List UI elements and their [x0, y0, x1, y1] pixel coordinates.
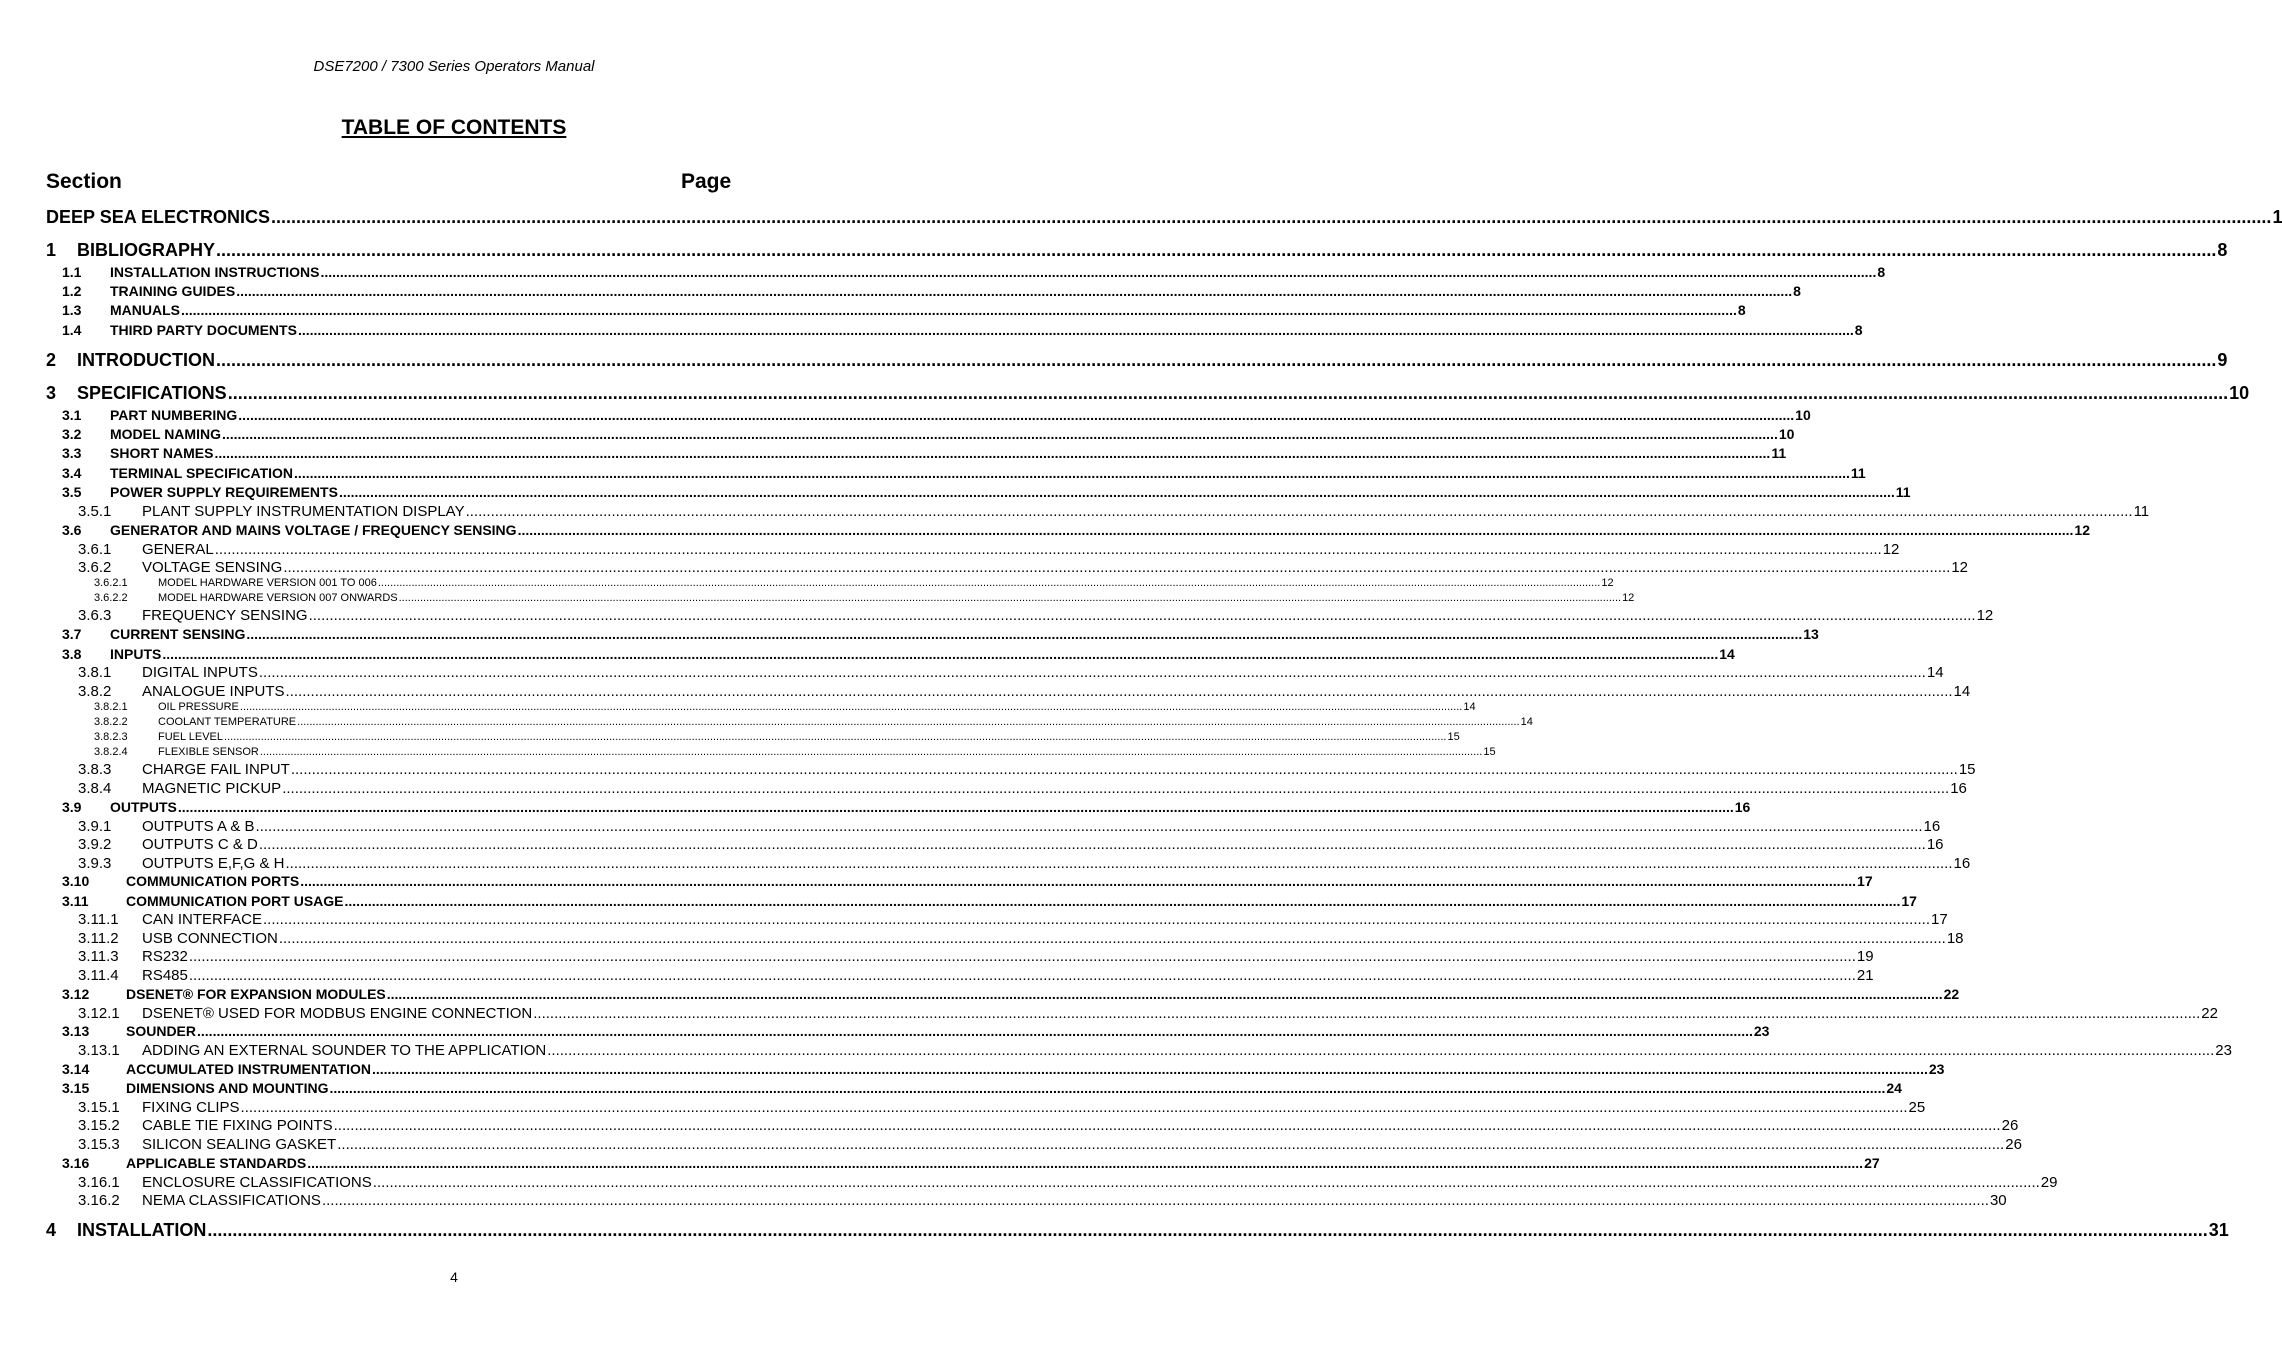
- toc-entry[interactable]: [78, 683, 1971, 700]
- toc-entry-page: 23: [1753, 1023, 1770, 1039]
- toc-entry[interactable]: [94, 731, 1460, 743]
- toc-entry[interactable]: [78, 1117, 2019, 1134]
- toc-entry-page: 11: [1771, 445, 1787, 461]
- toc-entry-number: 3.14: [62, 1061, 90, 1077]
- toc-entry[interactable]: [62, 322, 1863, 338]
- toc-entry[interactable]: [78, 836, 1944, 853]
- toc-entry-page: 16: [1923, 818, 1941, 835]
- toc-entry-page: 21: [1856, 967, 1874, 984]
- toc-entry-title: BIBLIOGRAPHY: [77, 240, 216, 260]
- toc-entry-number: 3.2: [62, 426, 82, 442]
- toc-entry-number: 3.6.1: [78, 541, 112, 558]
- toc-entry[interactable]: [62, 1061, 1945, 1077]
- toc-leader-dots: ................................................................................................................................................................................................................................................................................................................................................................................................................: [517, 522, 2074, 538]
- toc-leader-dots: ................................................................................................................................................................................................................................................................................................................................................................................................................: [283, 559, 1951, 576]
- toc-entry-page: 8: [2217, 240, 2228, 260]
- toc-entry-page: 14: [1719, 646, 1735, 662]
- running-header: DSE7200 / 7300 Series Operators Manual: [313, 58, 595, 75]
- toc-entry-title: COMMUNICATION PORT USAGE: [126, 893, 344, 909]
- toc-entry-number: 2: [46, 350, 57, 370]
- toc-entry-title: FREQUENCY SENSING: [142, 607, 308, 624]
- toc-entry-number: 3.9.2: [78, 836, 112, 853]
- toc-entry[interactable]: [62, 522, 2090, 538]
- toc-leader-dots: ................................................................................................................................................................................................................................................................................................................................................................................................................: [308, 607, 1976, 624]
- toc-entry-title: SOUNDER: [126, 1023, 197, 1039]
- toc-entry-title: DSENET® FOR EXPANSION MODULES: [126, 986, 386, 1002]
- toc-entry-number: 3.12: [62, 986, 90, 1002]
- toc-entry-number: 1: [46, 240, 57, 260]
- toc-entry-page: 17: [1857, 873, 1873, 889]
- toc-entry-title: DSENET® USED FOR MODBUS ENGINE CONNECTION: [142, 1005, 533, 1022]
- toc-entry-page: 17: [1931, 911, 1948, 928]
- toc-entry-page: 12: [1601, 577, 1614, 589]
- toc-entry-page: 10: [1795, 407, 1811, 423]
- toc-entry[interactable]: [78, 1174, 2058, 1191]
- toc-entry-number: 3.8.2.3: [94, 731, 128, 743]
- toc-entry-page: 16: [1926, 836, 1944, 853]
- toc-entry[interactable]: [94, 701, 1476, 713]
- toc-entry-number: 3.8.2.4: [94, 746, 128, 758]
- toc-entry[interactable]: [78, 559, 1968, 576]
- toc-entry[interactable]: [62, 407, 1811, 423]
- toc-entry-number: 3.11.4: [78, 967, 119, 984]
- toc-entry-title: OUTPUTS: [110, 799, 177, 815]
- toc-entry[interactable]: [94, 716, 1533, 728]
- toc-entry-title: MANUALS: [110, 302, 180, 318]
- toc-entry-title: CURRENT SENSING: [110, 626, 246, 642]
- toc-entry-page: 15: [1483, 746, 1496, 758]
- toc-leader-dots: ................................................................................................................................................................................................................................................................................................................................................................................................................: [320, 264, 1877, 280]
- toc-leader-dots: ................................................................................................................................................................................................................................................................................................................................................................................................................: [398, 592, 1622, 604]
- toc-entry-number: 3.1: [62, 407, 82, 423]
- toc-leader-dots: ................................................................................................................................................................................................................................................................................................................................................................................................................: [282, 780, 1950, 797]
- toc-leader-dots: ................................................................................................................................................................................................................................................................................................................................................................................................................: [307, 1155, 1864, 1171]
- toc-entry-number: 3.8.2.2: [94, 716, 128, 728]
- toc-entry[interactable]: [78, 761, 1976, 778]
- toc-entry-title: MODEL HARDWARE VERSION 007 ONWARDS: [158, 592, 398, 604]
- toc-entry[interactable]: [78, 1192, 2007, 1209]
- toc-leader-dots: ................................................................................................................................................................................................................................................................................................................................................................................................................: [227, 383, 2229, 403]
- toc-entry-page: 8: [1793, 283, 1801, 299]
- toc-leader-dots: ................................................................................................................................................................................................................................................................................................................................................................................................................: [259, 746, 1483, 758]
- toc-leader-dots: ................................................................................................................................................................................................................................................................................................................................................................................................................: [297, 716, 1520, 728]
- toc-leader-dots: ................................................................................................................................................................................................................................................................................................................................................................................................................: [214, 541, 1882, 558]
- toc-entry-number: 3.7: [62, 626, 82, 642]
- page-column-header: Page: [681, 170, 732, 193]
- toc-entry[interactable]: [46, 1220, 2229, 1241]
- toc-leader-dots: ................................................................................................................................................................................................................................................................................................................................................................................................................: [188, 967, 1856, 984]
- toc-entry-page: 17: [1901, 893, 1917, 909]
- toc-entry[interactable]: [62, 646, 1735, 662]
- toc-leader-dots: ................................................................................................................................................................................................................................................................................................................................................................................................................: [333, 1117, 2001, 1134]
- toc-entry[interactable]: [78, 818, 1941, 835]
- toc-entry[interactable]: [94, 592, 1635, 604]
- toc-entry-page: 12: [1882, 541, 1900, 558]
- toc-entry-title: RS232: [142, 948, 188, 965]
- toc-entry[interactable]: [62, 283, 1801, 299]
- toc-entry-number: 3: [46, 383, 57, 403]
- toc-entry-number: 3.6.3: [78, 607, 112, 624]
- toc-entry[interactable]: [78, 607, 1994, 624]
- toc-entry-number: 3.11: [62, 893, 89, 909]
- toc-entry-page: 8: [1877, 264, 1886, 280]
- toc-entry-title: FUEL LEVEL: [158, 731, 224, 743]
- toc-entry-page: 16: [1953, 855, 1971, 872]
- toc-entry-number: 3.12.1: [78, 1005, 120, 1022]
- toc-entry-title: COOLANT TEMPERATURE: [158, 716, 297, 728]
- toc-entry-title: MAGNETIC PICKUP: [142, 780, 282, 797]
- toc-entry-page: 8: [1737, 302, 1746, 318]
- toc-entry-number: 3.6.2.1: [94, 577, 128, 589]
- toc-entry-title: OIL PRESSURE: [158, 701, 239, 713]
- toc-entry[interactable]: [62, 893, 1917, 909]
- toc-entry-number: 3.11.1: [78, 911, 119, 928]
- toc-leader-dots: ................................................................................................................................................................................................................................................................................................................................................................................................................: [238, 407, 1795, 423]
- toc-entry-title: ENCLOSURE CLASSIFICATIONS: [142, 1174, 372, 1191]
- toc-entry[interactable]: [62, 484, 1911, 500]
- toc-leader-dots: ................................................................................................................................................................................................................................................................................................................................................................................................................: [285, 683, 1953, 700]
- toc-entry-page: 31: [2208, 1220, 2229, 1240]
- toc-leader-dots: ................................................................................................................................................................................................................................................................................................................................................................................................................: [258, 664, 1926, 681]
- toc-entry-page: 14: [1463, 701, 1476, 713]
- toc-entry-number: 1.4: [62, 322, 82, 338]
- toc-entry[interactable]: [62, 465, 1866, 481]
- toc-entry[interactable]: [78, 664, 1944, 681]
- toc-leader-dots: ................................................................................................................................................................................................................................................................................................................................................................................................................: [321, 1192, 1989, 1209]
- toc-leader-dots: ................................................................................................................................................................................................................................................................................................................................................................................................................: [533, 1005, 2201, 1022]
- toc-entry-title: SPECIFICATIONS: [77, 383, 227, 403]
- toc-entry[interactable]: [62, 426, 1795, 442]
- toc-entry-page: 25: [1908, 1099, 1926, 1116]
- toc-entry-title: GENERAL: [142, 541, 214, 558]
- toc-entry[interactable]: [94, 577, 1614, 589]
- toc-leader-dots: ................................................................................................................................................................................................................................................................................................................................................................................................................: [271, 207, 2272, 227]
- toc-entry-number: 3.13: [62, 1023, 90, 1039]
- toc-entry[interactable]: [62, 264, 1886, 280]
- toc-entry-page: 13: [1803, 626, 1819, 642]
- toc-entry-title: OUTPUTS E,F,G & H: [142, 855, 285, 872]
- toc-entry-number: 3.8.2: [78, 683, 112, 700]
- toc-entry[interactable]: [62, 799, 1751, 815]
- toc-entry[interactable]: [78, 855, 1971, 872]
- toc-entry[interactable]: [62, 1155, 1880, 1171]
- toc-leader-dots: ................................................................................................................................................................................................................................................................................................................................................................................................................: [221, 426, 1778, 442]
- toc-entry-page: 29: [2040, 1174, 2058, 1191]
- toc-entry-page: 15: [1447, 731, 1460, 743]
- toc-entry-page: 11: [1895, 484, 1911, 500]
- toc-leader-dots: ................................................................................................................................................................................................................................................................................................................................................................................................................: [329, 1080, 1886, 1096]
- toc-entry-page: 14: [1926, 664, 1944, 681]
- toc-entry-page: 27: [1864, 1155, 1880, 1171]
- toc-entry-page: 14: [1520, 716, 1533, 728]
- toc-leader-dots: ................................................................................................................................................................................................................................................................................................................................................................................................................: [297, 322, 1854, 338]
- toc-leader-dots: ................................................................................................................................................................................................................................................................................................................................................................................................................: [216, 350, 2217, 370]
- toc-leader-dots: ................................................................................................................................................................................................................................................................................................................................................................................................................: [377, 577, 1601, 589]
- toc-entry-number: 3.9: [62, 799, 82, 815]
- toc-entry[interactable]: [78, 1099, 1926, 1116]
- toc-entry-title: GENERATOR AND MAINS VOLTAGE / FREQUENCY SENSING: [110, 522, 517, 538]
- toc-entry-page: 24: [1886, 1080, 1902, 1096]
- toc-leader-dots: ................................................................................................................................................................................................................................................................................................................................................................................................................: [197, 1023, 1753, 1039]
- toc-entry-number: 3.5: [62, 484, 82, 500]
- toc-leader-dots: ................................................................................................................................................................................................................................................................................................................................................................................................................: [240, 1099, 1908, 1116]
- toc-entry-title: OUTPUTS A & B: [142, 818, 255, 835]
- toc-entry-number: 3.8.2.1: [94, 701, 128, 713]
- toc-entry-title: MODEL NAMING: [110, 426, 221, 442]
- toc-leader-dots: ................................................................................................................................................................................................................................................................................................................................................................................................................: [207, 1220, 2208, 1240]
- toc-leader-dots: ................................................................................................................................................................................................................................................................................................................................................................................................................: [239, 701, 1463, 713]
- toc-leader-dots: ................................................................................................................................................................................................................................................................................................................................................................................................................: [337, 1136, 2005, 1153]
- toc-entry-number: 3.6: [62, 522, 82, 538]
- toc-entry-number: 3.15: [62, 1080, 90, 1096]
- toc-entry-number: 3.6.2: [78, 559, 112, 576]
- toc-entry[interactable]: [78, 780, 1967, 797]
- page-title: TABLE OF CONTENTS: [341, 116, 567, 139]
- toc-entry-title: DIGITAL INPUTS: [142, 664, 258, 681]
- toc-entry-title: ACCUMULATED INSTRUMENTATION: [126, 1061, 371, 1077]
- toc-entry[interactable]: [46, 383, 2250, 404]
- toc-entry-page: 10: [2229, 383, 2250, 403]
- toc-entry-title: ADDING AN EXTERNAL SOUNDER TO THE APPLICATION: [142, 1042, 547, 1059]
- page-number: 4: [450, 1269, 458, 1285]
- toc-entry[interactable]: [46, 207, 2282, 228]
- toc-entry[interactable]: [62, 873, 1873, 889]
- toc-entry-title: FLEXIBLE SENSOR: [158, 746, 259, 758]
- toc-entry[interactable]: [78, 1136, 2022, 1153]
- toc-leader-dots: ................................................................................................................................................................................................................................................................................................................................................................................................................: [300, 873, 1857, 889]
- toc-entry-number: 3.16.1: [78, 1174, 120, 1191]
- toc-entry-page: 12: [1622, 592, 1635, 604]
- toc-entry-title: ANALOGUE INPUTS: [142, 683, 285, 700]
- toc-entry-title: DEEP SEA ELECTRONICS: [46, 207, 271, 227]
- toc-entry-page: 12: [2074, 522, 2090, 538]
- toc-leader-dots: ................................................................................................................................................................................................................................................................................................................................................................................................................: [188, 948, 1856, 965]
- toc-entry[interactable]: [78, 1005, 2218, 1022]
- toc-entry-title: POWER SUPPLY REQUIREMENTS: [110, 484, 338, 500]
- toc-leader-dots: ................................................................................................................................................................................................................................................................................................................................................................................................................: [224, 731, 1447, 743]
- toc-leader-dots: ................................................................................................................................................................................................................................................................................................................................................................................................................: [162, 646, 1719, 662]
- toc-entry-number: 3.10: [62, 873, 90, 889]
- toc-entry-page: 10: [1778, 426, 1795, 442]
- toc-entry[interactable]: [62, 1023, 1770, 1039]
- toc-entry[interactable]: [78, 541, 1900, 558]
- toc-entry-title: DIMENSIONS AND MOUNTING: [126, 1080, 329, 1096]
- toc-leader-dots: ................................................................................................................................................................................................................................................................................................................................................................................................................: [285, 855, 1953, 872]
- toc-entry-page: 26: [2005, 1136, 2022, 1153]
- toc-entry-title: INSTALLATION: [77, 1220, 207, 1240]
- toc-leader-dots: ................................................................................................................................................................................................................................................................................................................................................................................................................: [371, 1061, 1928, 1077]
- toc-entry[interactable]: [46, 350, 2228, 371]
- toc-entry[interactable]: [62, 986, 1960, 1002]
- toc-entry-number: 3.8: [62, 646, 82, 662]
- toc-entry-title: PLANT SUPPLY INSTRUMENTATION DISPLAY: [142, 503, 465, 520]
- toc-entry-page: 22: [2201, 1005, 2218, 1022]
- toc-entry-page: 9: [2217, 350, 2228, 370]
- toc-entry-title: THIRD PARTY DOCUMENTS: [110, 322, 297, 338]
- toc-entry-number: 3.15.2: [78, 1117, 120, 1134]
- toc-entry-title: COMMUNICATION PORTS: [126, 873, 300, 889]
- toc-entry-number: 3.8.3: [78, 761, 112, 778]
- toc-entry-number: 3.8.1: [78, 664, 112, 681]
- toc-entry-number: 3.3: [62, 445, 82, 461]
- toc-leader-dots: ................................................................................................................................................................................................................................................................................................................................................................................................................: [258, 836, 1926, 853]
- toc-entry-title: INPUTS: [110, 646, 162, 662]
- toc-leader-dots: ................................................................................................................................................................................................................................................................................................................................................................................................................: [465, 503, 2133, 520]
- toc-entry-page: 14: [1953, 683, 1971, 700]
- toc-entry-title: SILICON SEALING GASKET: [142, 1136, 337, 1153]
- toc-leader-dots: ................................................................................................................................................................................................................................................................................................................................................................................................................: [547, 1042, 2215, 1059]
- toc-entry-number: 3.5.1: [78, 503, 112, 520]
- toc-entry-title: MODEL HARDWARE VERSION 001 TO 006: [158, 577, 377, 589]
- toc-entry-number: 1.1: [62, 264, 82, 280]
- toc-entry-number: 3.4: [62, 465, 82, 481]
- toc-entry-page: 16: [1950, 780, 1967, 797]
- toc-entry-page: 18: [1946, 930, 1964, 947]
- toc-leader-dots: ................................................................................................................................................................................................................................................................................................................................................................................................................: [236, 283, 1793, 299]
- toc-entry-number: 1.2: [62, 283, 82, 299]
- toc-leader-dots: ................................................................................................................................................................................................................................................................................................................................................................................................................: [278, 930, 1946, 947]
- toc-entry-number: 3.15.1: [78, 1099, 120, 1116]
- toc-entry-page: 15: [1958, 761, 1976, 778]
- toc-entry-number: 3.6.2.2: [94, 592, 128, 604]
- toc-entry[interactable]: [62, 445, 1787, 461]
- toc-entry-title: INTRODUCTION: [77, 350, 215, 370]
- toc-entry-page: 30: [1989, 1192, 2007, 1209]
- toc-leader-dots: ................................................................................................................................................................................................................................................................................................................................................................................................................: [263, 911, 1931, 928]
- toc-entry-number: 3.15.3: [78, 1136, 120, 1153]
- toc-entry-title: CHARGE FAIL INPUT: [142, 761, 290, 778]
- toc-entry-page: 12: [1951, 559, 1968, 576]
- toc-leader-dots: ................................................................................................................................................................................................................................................................................................................................................................................................................: [294, 465, 1850, 481]
- toc-entry[interactable]: [78, 930, 1964, 947]
- toc-entry-number: 3.11.2: [78, 930, 119, 947]
- toc-leader-dots: ................................................................................................................................................................................................................................................................................................................................................................................................................: [386, 986, 1943, 1002]
- toc-leader-dots: ................................................................................................................................................................................................................................................................................................................................................................................................................: [344, 893, 1901, 909]
- toc-entry-page: 16: [1734, 799, 1751, 815]
- section-column-header: Section: [46, 170, 122, 193]
- toc-entry-number: 3.9.1: [78, 818, 112, 835]
- toc-entry-title: TRAINING GUIDES: [110, 283, 236, 299]
- toc-entry-page: 12: [1976, 607, 1994, 624]
- toc-entry[interactable]: [62, 1080, 1902, 1096]
- toc-entry[interactable]: [78, 967, 1874, 984]
- toc-entry-title: FIXING CLIPS: [142, 1099, 240, 1116]
- toc-entry-page: 22: [1943, 986, 1960, 1002]
- toc-entry-title: TERMINAL SPECIFICATION: [110, 465, 294, 481]
- toc-entry[interactable]: [78, 948, 1874, 965]
- toc-entry-number: 3.9.3: [78, 855, 112, 872]
- toc-leader-dots: ................................................................................................................................................................................................................................................................................................................................................................................................................: [177, 799, 1734, 815]
- toc-entry[interactable]: [78, 911, 1948, 928]
- toc-entry[interactable]: [78, 1042, 2232, 1059]
- toc-entry-number: 3.11.3: [78, 948, 119, 965]
- toc-entry-number: 4: [46, 1220, 57, 1240]
- toc-entry-number: 3.16.2: [78, 1192, 120, 1209]
- toc-leader-dots: ................................................................................................................................................................................................................................................................................................................................................................................................................: [246, 626, 1803, 642]
- toc-entry-title: SHORT NAMES: [110, 445, 214, 461]
- toc-leader-dots: ................................................................................................................................................................................................................................................................................................................................................................................................................: [372, 1174, 2040, 1191]
- toc-entry-page: 23: [2215, 1042, 2232, 1059]
- toc-entry-page: 11: [1850, 465, 1866, 481]
- toc-entry-title: CAN INTERFACE: [142, 911, 263, 928]
- toc-entry-page: 23: [1928, 1061, 1945, 1077]
- toc-leader-dots: ................................................................................................................................................................................................................................................................................................................................................................................................................: [214, 445, 1771, 461]
- toc-entry[interactable]: [94, 746, 1496, 758]
- toc-entry[interactable]: [62, 626, 1819, 642]
- toc-entry[interactable]: [62, 302, 1746, 318]
- toc-entry[interactable]: [78, 503, 2150, 520]
- toc-entry-page: 19: [1856, 948, 1874, 965]
- toc-leader-dots: ................................................................................................................................................................................................................................................................................................................................................................................................................: [290, 761, 1958, 778]
- toc-entry-page: 8: [1854, 322, 1863, 338]
- toc-leader-dots: ................................................................................................................................................................................................................................................................................................................................................................................................................: [216, 240, 2217, 260]
- toc-entry-number: 3.16: [62, 1155, 90, 1171]
- toc-entry-title: NEMA CLASSIFICATIONS: [142, 1192, 321, 1209]
- toc-entry[interactable]: [46, 240, 2228, 261]
- toc-entry-title: INSTALLATION INSTRUCTIONS: [110, 264, 320, 280]
- toc-entry-title: OUTPUTS C & D: [142, 836, 258, 853]
- toc-leader-dots: ................................................................................................................................................................................................................................................................................................................................................................................................................: [255, 818, 1923, 835]
- toc-entry-title: APPLICABLE STANDARDS: [126, 1155, 307, 1171]
- toc-leader-dots: ................................................................................................................................................................................................................................................................................................................................................................................................................: [338, 484, 1895, 500]
- toc-entry-number: 3.13.1: [78, 1042, 120, 1059]
- toc-entry-number: 1.3: [62, 302, 82, 318]
- toc-leader-dots: ................................................................................................................................................................................................................................................................................................................................................................................................................: [181, 302, 1737, 318]
- toc-entry-page: 11: [2133, 503, 2150, 520]
- toc-entry-number: 3.8.4: [78, 780, 112, 797]
- toc-entry-title: PART NUMBERING: [110, 407, 238, 423]
- toc-entry-title: USB CONNECTION: [142, 930, 278, 947]
- toc-entry-title: CABLE TIE FIXING POINTS: [142, 1117, 333, 1134]
- toc-entry-page: 1: [2272, 207, 2282, 227]
- toc-entry-title: RS485: [142, 967, 188, 984]
- toc-entry-page: 26: [2001, 1117, 2019, 1134]
- toc-entry-title: VOLTAGE SENSING: [142, 559, 283, 576]
